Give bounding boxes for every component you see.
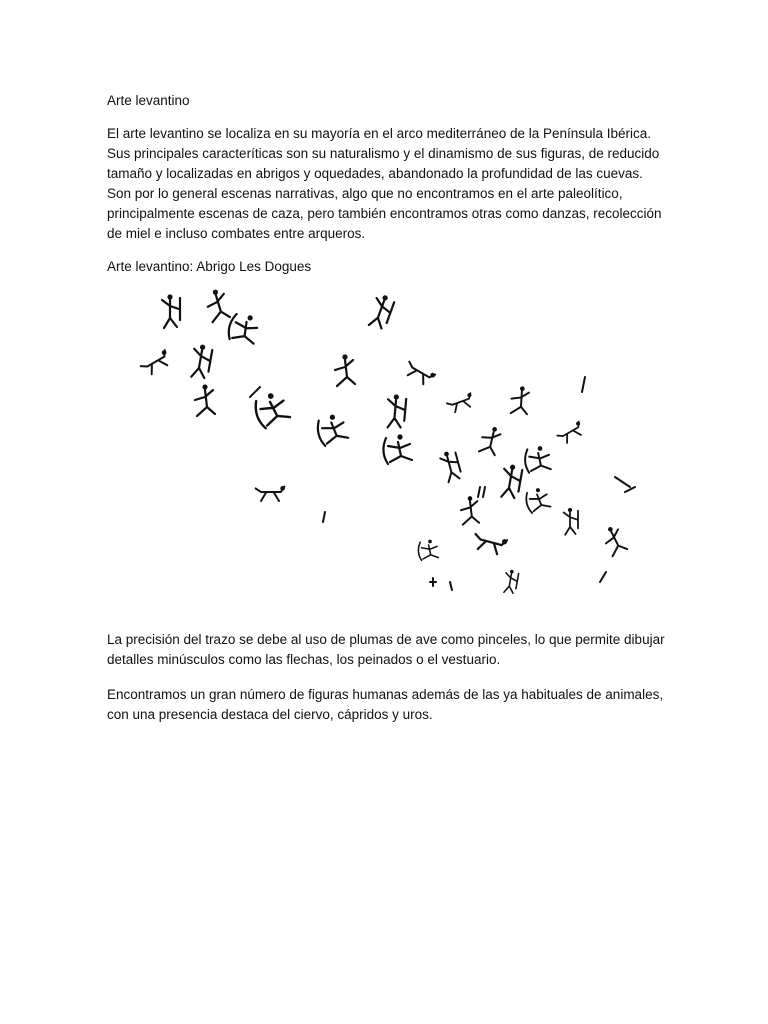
stick-figure [418,540,438,561]
stick-figure-body [509,390,531,416]
stick-figure-head [397,434,402,439]
arrow-stroke [250,387,260,397]
stick-figure [256,486,285,501]
stick-figure-body [557,421,586,445]
stick-figure-head [536,488,541,493]
stick-figure-head [329,414,335,420]
stick-figure-body [225,313,261,347]
stick-figure-body [403,360,435,387]
stick-figure-body [335,360,355,386]
stick-figure-head [161,349,167,355]
stick-figure-head [247,315,254,322]
stick-figure [162,294,180,328]
stick-figure-body [195,390,215,416]
stick-figure-body [316,416,349,447]
stick-figure-head [510,570,514,574]
arrow-stroke [615,477,635,492]
stick-figure [189,343,213,379]
stick-figure [205,288,230,323]
stick-figure-head [280,486,285,491]
stick-figure-head [520,386,525,391]
stick-figure [524,486,551,513]
stick-figure-head [607,526,613,532]
stick-figure-head [575,421,581,427]
figures-paragraph: Encontramos un gran número de figuras humanas además de las ya habituales de animales, con una presencia destaca del ciervo, cápridos y uros. [107,687,664,722]
stick-figure [225,310,262,348]
stick-figure [367,293,395,331]
stick-figure-body [418,542,438,560]
stick-figure-body [440,452,463,482]
stick-figure-body [206,293,230,322]
stick-figure-body [367,296,394,330]
stick-figure-head [568,508,572,512]
stick-figure [503,569,519,594]
figure-caption: Arte levantino: Abrigo Les Dogues [107,259,312,274]
document-title: Arte levantino [107,93,190,108]
stick-figure-head [393,394,399,400]
stick-figure-head [212,289,218,295]
stick-figure-body [461,501,479,524]
stick-figure-body [564,511,578,535]
stick-figure [472,531,508,555]
stick-figure-head [428,540,432,544]
stick-figure [477,424,504,457]
stick-figure [564,508,578,535]
stick-figure [316,413,349,447]
stick-figure-body [162,298,180,328]
stick-figure-body [189,347,212,380]
stick-figure-body [386,397,407,428]
stick-figure-body [253,394,291,430]
stick-figure [140,349,173,377]
stick-figure-head [444,451,450,457]
stick-figure [525,446,551,473]
stick-figure [386,394,407,429]
arrow-stroke [430,578,436,586]
stick-figure-body [603,529,628,557]
stick-figure-body [499,467,522,500]
intro-paragraph: El arte levantino se localiza en su mayoría en el arco mediterráneo de la Península Ibérica. Sus principales caracteríticas son su naturalismo y el dinamismo de sus figuras, de reducido tamaño y localizadas en abrigos y oquedades, abandonado la profundidad de las cuevas. Son por lo general escenas narrativas, algo que no encontramos en el arte paleolítico, principalmente escenas de caza, pero también encontramos otras como danzas, recolección de miel e incluso combates entre arqueros. [107,126,662,241]
stick-figure-head [167,294,172,299]
stick-figure-head [492,426,498,432]
arrow-stroke [582,377,585,392]
stick-figure-body [383,438,412,464]
cave-painting-illustration [130,282,650,607]
stick-figure-head [467,392,472,397]
arrow-stroke [323,512,325,522]
stick-figure [556,421,585,446]
stick-figure-body [525,449,551,472]
stick-figure-body [140,350,172,377]
stick-figure-head [538,446,543,451]
stick-figure [403,360,436,388]
arrow-stroke [450,582,452,590]
stick-figure-head [200,344,206,350]
stick-figure-head [468,496,473,501]
stick-figure [461,496,479,524]
stick-figure-body [525,489,551,513]
stick-figure [252,390,291,430]
stick-figure [601,524,628,557]
stick-figure-head [382,295,389,302]
arrow-stroke [600,572,606,582]
stick-figure-body [477,429,502,457]
stick-figure [195,384,215,416]
stick-figure [499,463,523,499]
stick-figure [335,354,355,386]
stick-figure-head [267,393,274,400]
arrow-stroke [478,487,485,497]
stick-figure [383,434,412,464]
stick-figure-body [256,487,285,501]
stick-figure-body [503,571,519,594]
stick-figure [446,392,475,413]
stick-figure-head [510,464,516,470]
stick-figure-head [342,354,347,359]
technique-paragraph: La precisión del trazo se debe al uso de plumas de ave como pinceles, lo que permite dibujar detalles minúsculos como las flechas, los peinados o el vestuario. [107,632,665,667]
stick-figure-body [472,532,507,556]
stick-figure [439,449,462,482]
stick-figure [509,385,532,416]
stick-figure-head [202,384,207,389]
